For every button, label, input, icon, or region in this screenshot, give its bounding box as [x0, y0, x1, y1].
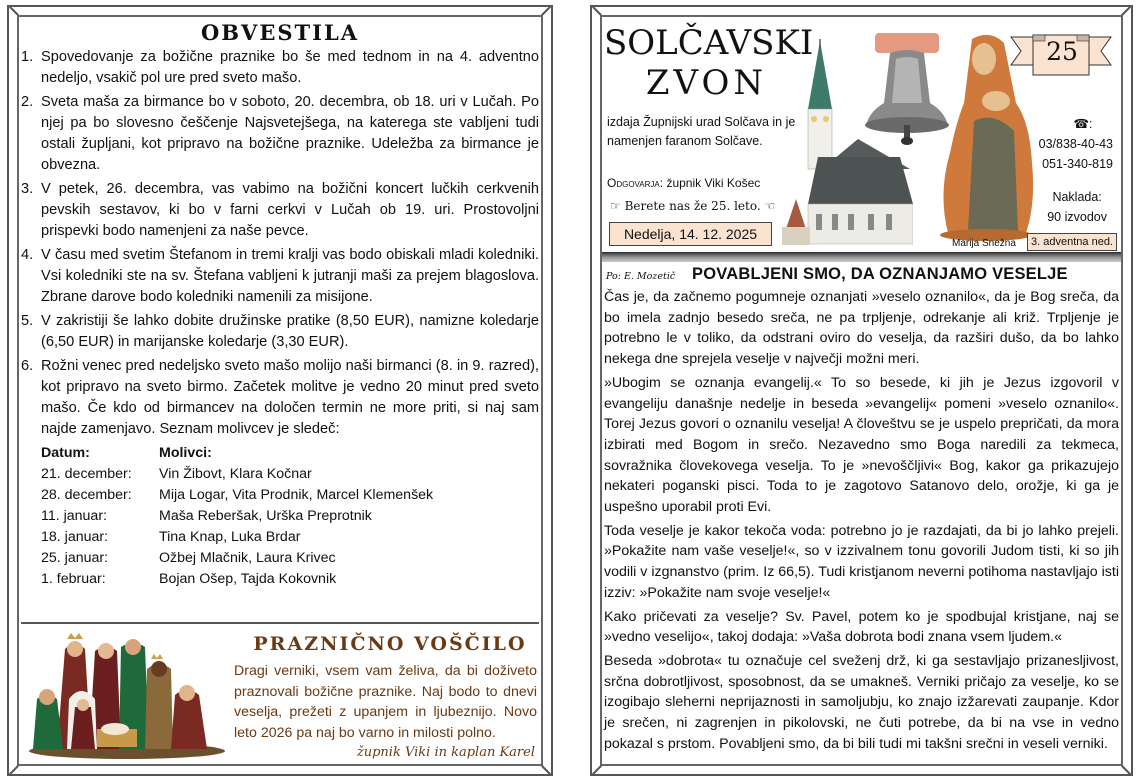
row-names: Maša Reberšak, Urška Preprotnik [159, 508, 372, 524]
frame-corner [9, 6, 19, 16]
phone-number: 051-340-819 [1042, 157, 1113, 171]
responsible-editor [607, 176, 760, 190]
article-paragraph: Čas je, da začnemo pogumneje oznanjati »veselo oznanilo«, da je Bog sreča, da bo imela zadnjo besedo sreča, ne pa trpljenje, odrekanje ali križ. Trpljenje je potrebno le v toliko, da odstrani oviro do veselja, da razširi dušo, da bo lahko nekega dne sprejela veselje v največji možni meri. [604, 289, 1119, 368]
nativity-scene-image [25, 629, 230, 759]
greeting-signature: župnik Viki in kaplan Karel [356, 745, 535, 760]
prayer-schedule-table [41, 443, 539, 590]
table-row [41, 569, 539, 590]
row-names: Ožbej Mlačnik, Laura Krivec [159, 550, 336, 566]
notice-item [21, 311, 539, 353]
row-names: Bojan Ošep, Tajda Kokovnik [159, 571, 337, 587]
notice-text: V času med svetim Štefanom in tremi kralji vas bodo obiskali mladi koledniki. Vsi koledniki ste na sv. Štefana vabljeni k jutranji maši za prejem blagoslova. Zbrane darove bodo koledniki namenili za misijone. [41, 247, 539, 305]
circulation-value: 90 izvodov [1047, 210, 1107, 224]
notice-number: 3. [21, 181, 34, 197]
notice-number: 2. [21, 94, 34, 110]
greeting-title: PRAZNIČNO VOŠČILO [253, 633, 527, 655]
notice-number: 4. [21, 247, 34, 263]
notice-item [21, 179, 539, 242]
article-body [604, 287, 1119, 754]
frame-corner [592, 6, 602, 16]
frame-corner [1121, 6, 1131, 16]
notice-text: Rožni venec pred nedeljsko sveto mašo molijo naši birmanci (8. in 9. razred), kot pripravo na sveto birmo. Začetek molitve je vedno 20 minut pred sveto mašo. Če kdo od birmancev na določen termin ne more priti, si naj sam najde zamenjavo. Seznam molivcev je sledeč: [41, 358, 539, 437]
telephone-icon [1023, 114, 1113, 134]
circulation-info [1047, 187, 1107, 227]
telephone-glyph: ☎ [1073, 117, 1090, 131]
article-byline: Po: E. Mozetič [606, 271, 676, 282]
notices-title: OBVESTILA [200, 20, 360, 45]
issue-number: 25 [1046, 37, 1078, 66]
pointing-hand-right-icon: ☞ [610, 199, 621, 213]
notice-item [21, 47, 539, 89]
notice-item [21, 356, 539, 440]
notice-number: 1. [21, 49, 34, 65]
row-names: Mija Logar, Vita Prodnik, Marcel Klemenšek [159, 487, 434, 503]
reading-years [610, 199, 775, 213]
table-row [41, 464, 539, 485]
notice-text: Sveta maša za birmance bo v soboto, 20. decembra, ob 18. uri v Lučah. Po njej pa bo slovesno češčenje Najsvetejšega, na katerega ste vabljeni tudi ostali župljani, kot pripravo na božične praznike. Udeležba za birmance je obvezna. [41, 94, 539, 173]
notices-list [21, 47, 539, 440]
frame-corner [541, 765, 551, 775]
article-header [604, 265, 1119, 287]
row-date: 28. december: [41, 487, 132, 503]
notice-item [21, 245, 539, 308]
row-names: Tina Knap, Luka Brdar [159, 529, 301, 545]
contact-info [1023, 114, 1113, 174]
frame-corner [592, 765, 602, 775]
greeting-text: Dragi verniki, vsem vam želiva, da bi doživeto praznovali božične praznike. Naj bodo to dnevi veselja, prežeti z upanjem in ljubeznijo. Novo leto 2026 pa naj bo varno in milosti polno. [234, 663, 537, 741]
row-date: 18. januar: [41, 529, 109, 545]
pointing-hand-left-icon: ☜ [764, 199, 776, 213]
title-line-2: ZVON [645, 63, 768, 103]
publisher-description: izdaja Župnijski urad Solčava in je namenjen faranom Solčave. [607, 115, 796, 148]
row-date: 1. februar: [41, 571, 106, 587]
row-date: 11. januar: [41, 508, 107, 524]
masthead [604, 19, 1119, 249]
table-row [41, 548, 539, 569]
column-header-date: Datum: [41, 445, 90, 461]
article-paragraph: Kako pričevati za veselje? Sv. Pavel, potem ko je spodbujal kristjane, naj se »vedno veselijo«, takoj dodaja: »Vaša dobrota bodi znana vsem ljudem.« [604, 608, 1119, 646]
holiday-greeting [21, 625, 539, 762]
frame-corner [541, 6, 551, 16]
reading-years-text: Berete nas že 25. leto. [624, 199, 761, 213]
newsletter-front-page [590, 5, 1133, 776]
circulation-label: Naklada: [1052, 190, 1102, 204]
responsible-label: Odgovarja: [607, 176, 664, 190]
sunday-badge: 3. adventna ned. [1027, 233, 1117, 251]
notice-number: 6. [21, 358, 34, 374]
phone-number: 03/838-40-43 [1038, 137, 1113, 151]
article [604, 265, 1119, 762]
notice-item [21, 92, 539, 176]
column-header-names: Molivci: [159, 445, 212, 461]
notices-page [7, 5, 553, 776]
article-paragraph: Beseda »dobrota« tu označuje cel sveženj drž, ki ga sestavljajo prizanesljivost, srčna dobrotljivost, sposobnost, da se umakneš. Verniki pričajo za veselje, ko se izogibajo sleherni neprijaznosti in samoljubju, ko znajo izžarevati zaupanje. Kdor je srečen, ni zagrenjen in pikolovski, ne čuti potrebe, da bi na vse in vedno pokazal s prstom. Povabljeni smo, da bi bili tudi mi takšni srečni in veseli verniki. [604, 652, 1119, 752]
title-line-1: SOLČAVSKI [604, 23, 814, 63]
issue-date: Nedelja, 14. 12. 2025 [609, 222, 772, 246]
notice-number: 5. [21, 313, 34, 329]
frame-corner [9, 765, 19, 775]
header-divider-bar [602, 252, 1121, 262]
notice-text: V zakristiji še lahko dobite družinske pratike (8,50 EUR), namizne koledarje (6,50 EUR) in marijanske koledarje (3,30 EUR). [41, 313, 539, 350]
notice-text: V petek, 26. decembra, vas vabimo na božični koncert lučkih cerkvenih pevskih sestavov, ki bo v farni cerkvi v Lučah ob 19. uri. Prostovoljni prispevki bodo namenjeni za naše pevce. [41, 181, 539, 239]
article-paragraph: »Ubogim se oznanja evangelij.« To so besede, ki jih je Jezus izgovoril v evangeliju današnje nedelje in beseda »evangelij« pomeni »veselo oznanilo«. Torej Jezus govori o oznanilu veselja! A človeštvu se je uspelo prepričati, da mora izbirati med Bogom in srečo. Nezavedno smo Boga naredili za tekmeca, sovražnika človekovega veselja. To je »nevoščljivi« Bog, kakor ga prikazujejo nekateri poganski pisci. Toda to je zagotovo Satanovo delo, orožje, ki ga je uspešno uporabil proti Evi. [604, 374, 1119, 516]
statue-caption: Marija Snežna [952, 238, 1016, 249]
section-divider [21, 622, 539, 624]
article-paragraph: Toda veselje je kakor tekoča voda: potrebno jo je razdajati, da bi jo lahko prejeli. »Pokažite nam vaše veselje!«, so v izzivalnem tonu govorili Judom tisti, ki so jih vodili v izgnanstvo (prim. Iz 66,5). Tudi kristjanom neverni potihoma nastavljajo isti izziv: »Pokažite nam svoje veselje!« [604, 522, 1119, 601]
article-title: POVABLJENI SMO, DA OZNANJAMO VESELJE [692, 265, 1068, 283]
notice-text: Spovedovanje za božične praznike bo še med tednom in na 4. adventno nedeljo, vsakič pol ure pred sveto mašo. [41, 49, 539, 86]
table-row [41, 527, 539, 548]
row-date: 25. januar: [41, 550, 109, 566]
telephone-colon: : [1089, 117, 1093, 131]
frame-corner [1121, 765, 1131, 775]
row-date: 21. december: [41, 466, 132, 482]
table-row [41, 506, 539, 527]
table-header [41, 443, 539, 464]
row-names: Vin Žibovt, Klara Kočnar [159, 466, 312, 482]
responsible-name: župnik Viki Košec [666, 176, 761, 190]
table-row [41, 485, 539, 506]
